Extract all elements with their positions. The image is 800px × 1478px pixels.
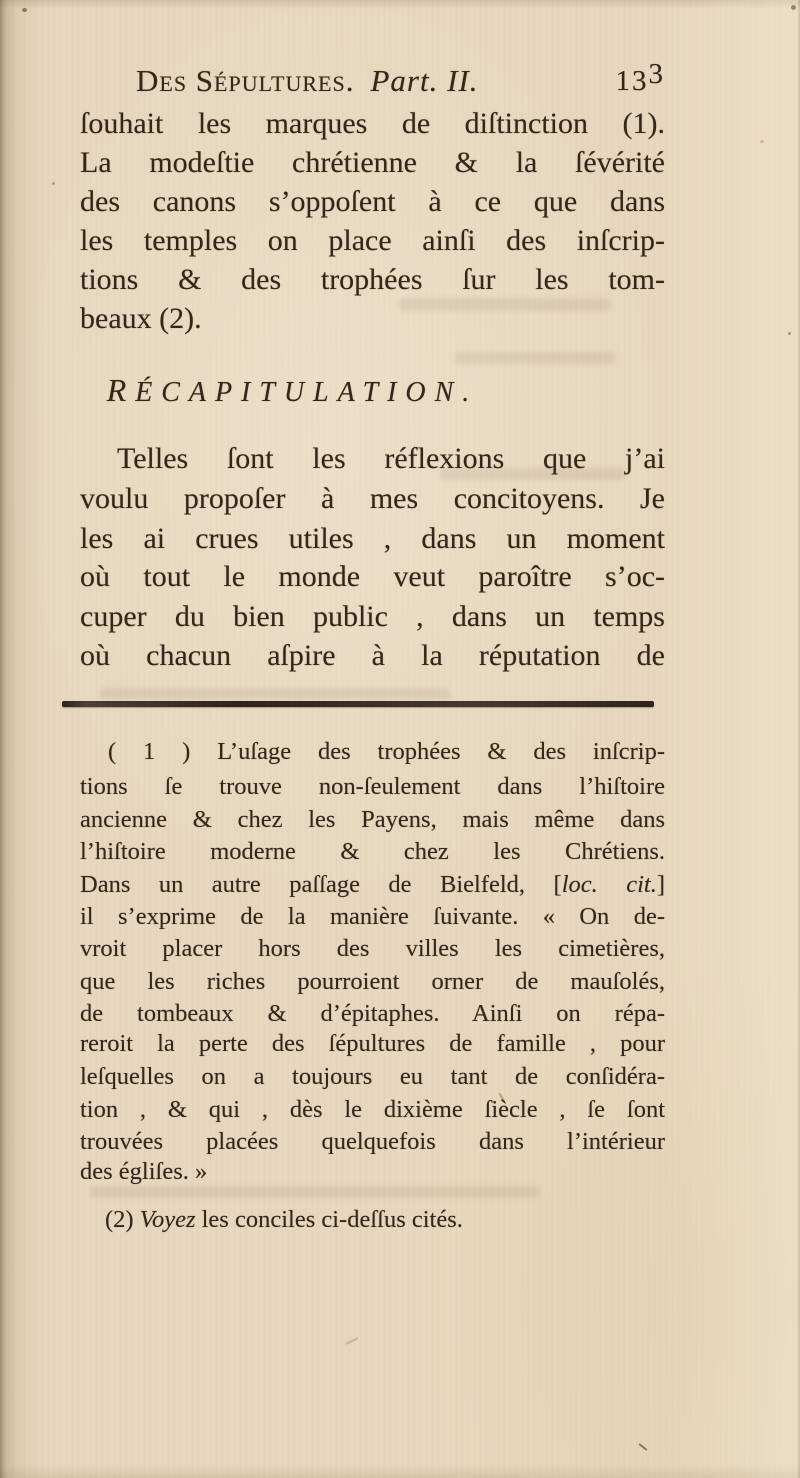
text-line: des canons s’oppoſent à ce que dans xyxy=(80,185,665,218)
paper-speck xyxy=(760,140,764,143)
header-left xyxy=(80,63,478,98)
text-line: les ai crues utiles , dans un moment xyxy=(80,522,665,555)
footnote-line: l’hiſtoire moderne & chez les Chrétiens. xyxy=(80,838,665,865)
page-number-raised-digit: 3 xyxy=(648,58,665,90)
page-header xyxy=(80,58,665,101)
paper-fiber xyxy=(345,1337,359,1345)
text-line: Telles ſont les réflexions que j’ai xyxy=(117,442,665,475)
footnote-line: vroit placer hors des villes les cimetières, xyxy=(80,935,665,962)
footnote-line: tion , & qui , dès le dixième ſiècle , ſe ſont xyxy=(80,1096,665,1123)
text-line: les temples on place ainſi des inſcrip- xyxy=(80,224,665,257)
ink-show-through xyxy=(400,298,610,311)
text-line: où chacun aſpire à la réputation de xyxy=(80,639,665,672)
footnote-line-with-citation: Dans un autre paſſage de Bielfeld, [loc. cit.] xyxy=(80,871,665,898)
footnote-marker: (2) xyxy=(105,1206,140,1233)
text-line: tions & des trophées ſur les tom- xyxy=(80,263,665,296)
citation-italic: loc. cit. xyxy=(561,871,657,898)
footnote-line: reroit la perte des ſépultures de famille , pour xyxy=(80,1030,665,1057)
section-heading: RÉCAPITULATION. xyxy=(106,373,479,408)
footnote-line: des égliſes. » xyxy=(80,1158,208,1185)
paper-speck xyxy=(22,8,27,12)
footnote-line: leſquelles on a toujours eu tant de conſidéra- xyxy=(80,1063,665,1090)
paper-fiber xyxy=(638,1443,647,1451)
footnote-line: ( 1 ) L’uſage des trophées & des inſcrip- xyxy=(108,738,665,765)
text-line: ſouhait les marques de diſtinction (1). xyxy=(80,107,665,140)
ink-show-through xyxy=(440,468,625,480)
footnote-line: trouvées placées quelquefois dans l’intérieur xyxy=(80,1128,665,1155)
running-title: Des Sépultures. xyxy=(136,63,355,98)
footnote-line: ancienne & chez les Payens, mais même dans xyxy=(80,806,665,833)
part-label: Part. II. xyxy=(370,63,479,98)
text-line: beaux (2). xyxy=(80,302,202,335)
paper-speck xyxy=(788,332,791,335)
paper-speck xyxy=(52,182,55,185)
voyez-italic: Voyez xyxy=(139,1206,196,1233)
text-line: cuper du bien public , dans un temps xyxy=(80,600,665,633)
footnote-line: tions ſe trouve non-ſeulement dans l’hiſtoire xyxy=(80,773,665,800)
footnote-rule xyxy=(62,701,654,707)
text-line: La modeſtie chrétienne & la ſévérité xyxy=(80,146,665,179)
footnote-line: de tombeaux & d’épitaphes. Ainſi on répa- xyxy=(80,1000,665,1027)
ink-show-through xyxy=(100,688,450,699)
text-line: voulu propoſer à mes concitoyens. Je xyxy=(80,482,665,515)
text-line: où tout le monde veut paroître s’oc- xyxy=(80,560,665,593)
footnote-line: que les riches pourroient orner de mauſolés, xyxy=(80,968,665,995)
paper-speck xyxy=(791,5,796,10)
page-number: 133 xyxy=(615,58,665,97)
footnote-line: il s’exprime de la manière ſuivante. « On de- xyxy=(80,903,665,930)
footnote-line: (2) Voyez les conciles ci-deſſus cités. xyxy=(105,1206,463,1233)
ink-show-through xyxy=(455,352,615,364)
ink-show-through xyxy=(90,1186,540,1198)
